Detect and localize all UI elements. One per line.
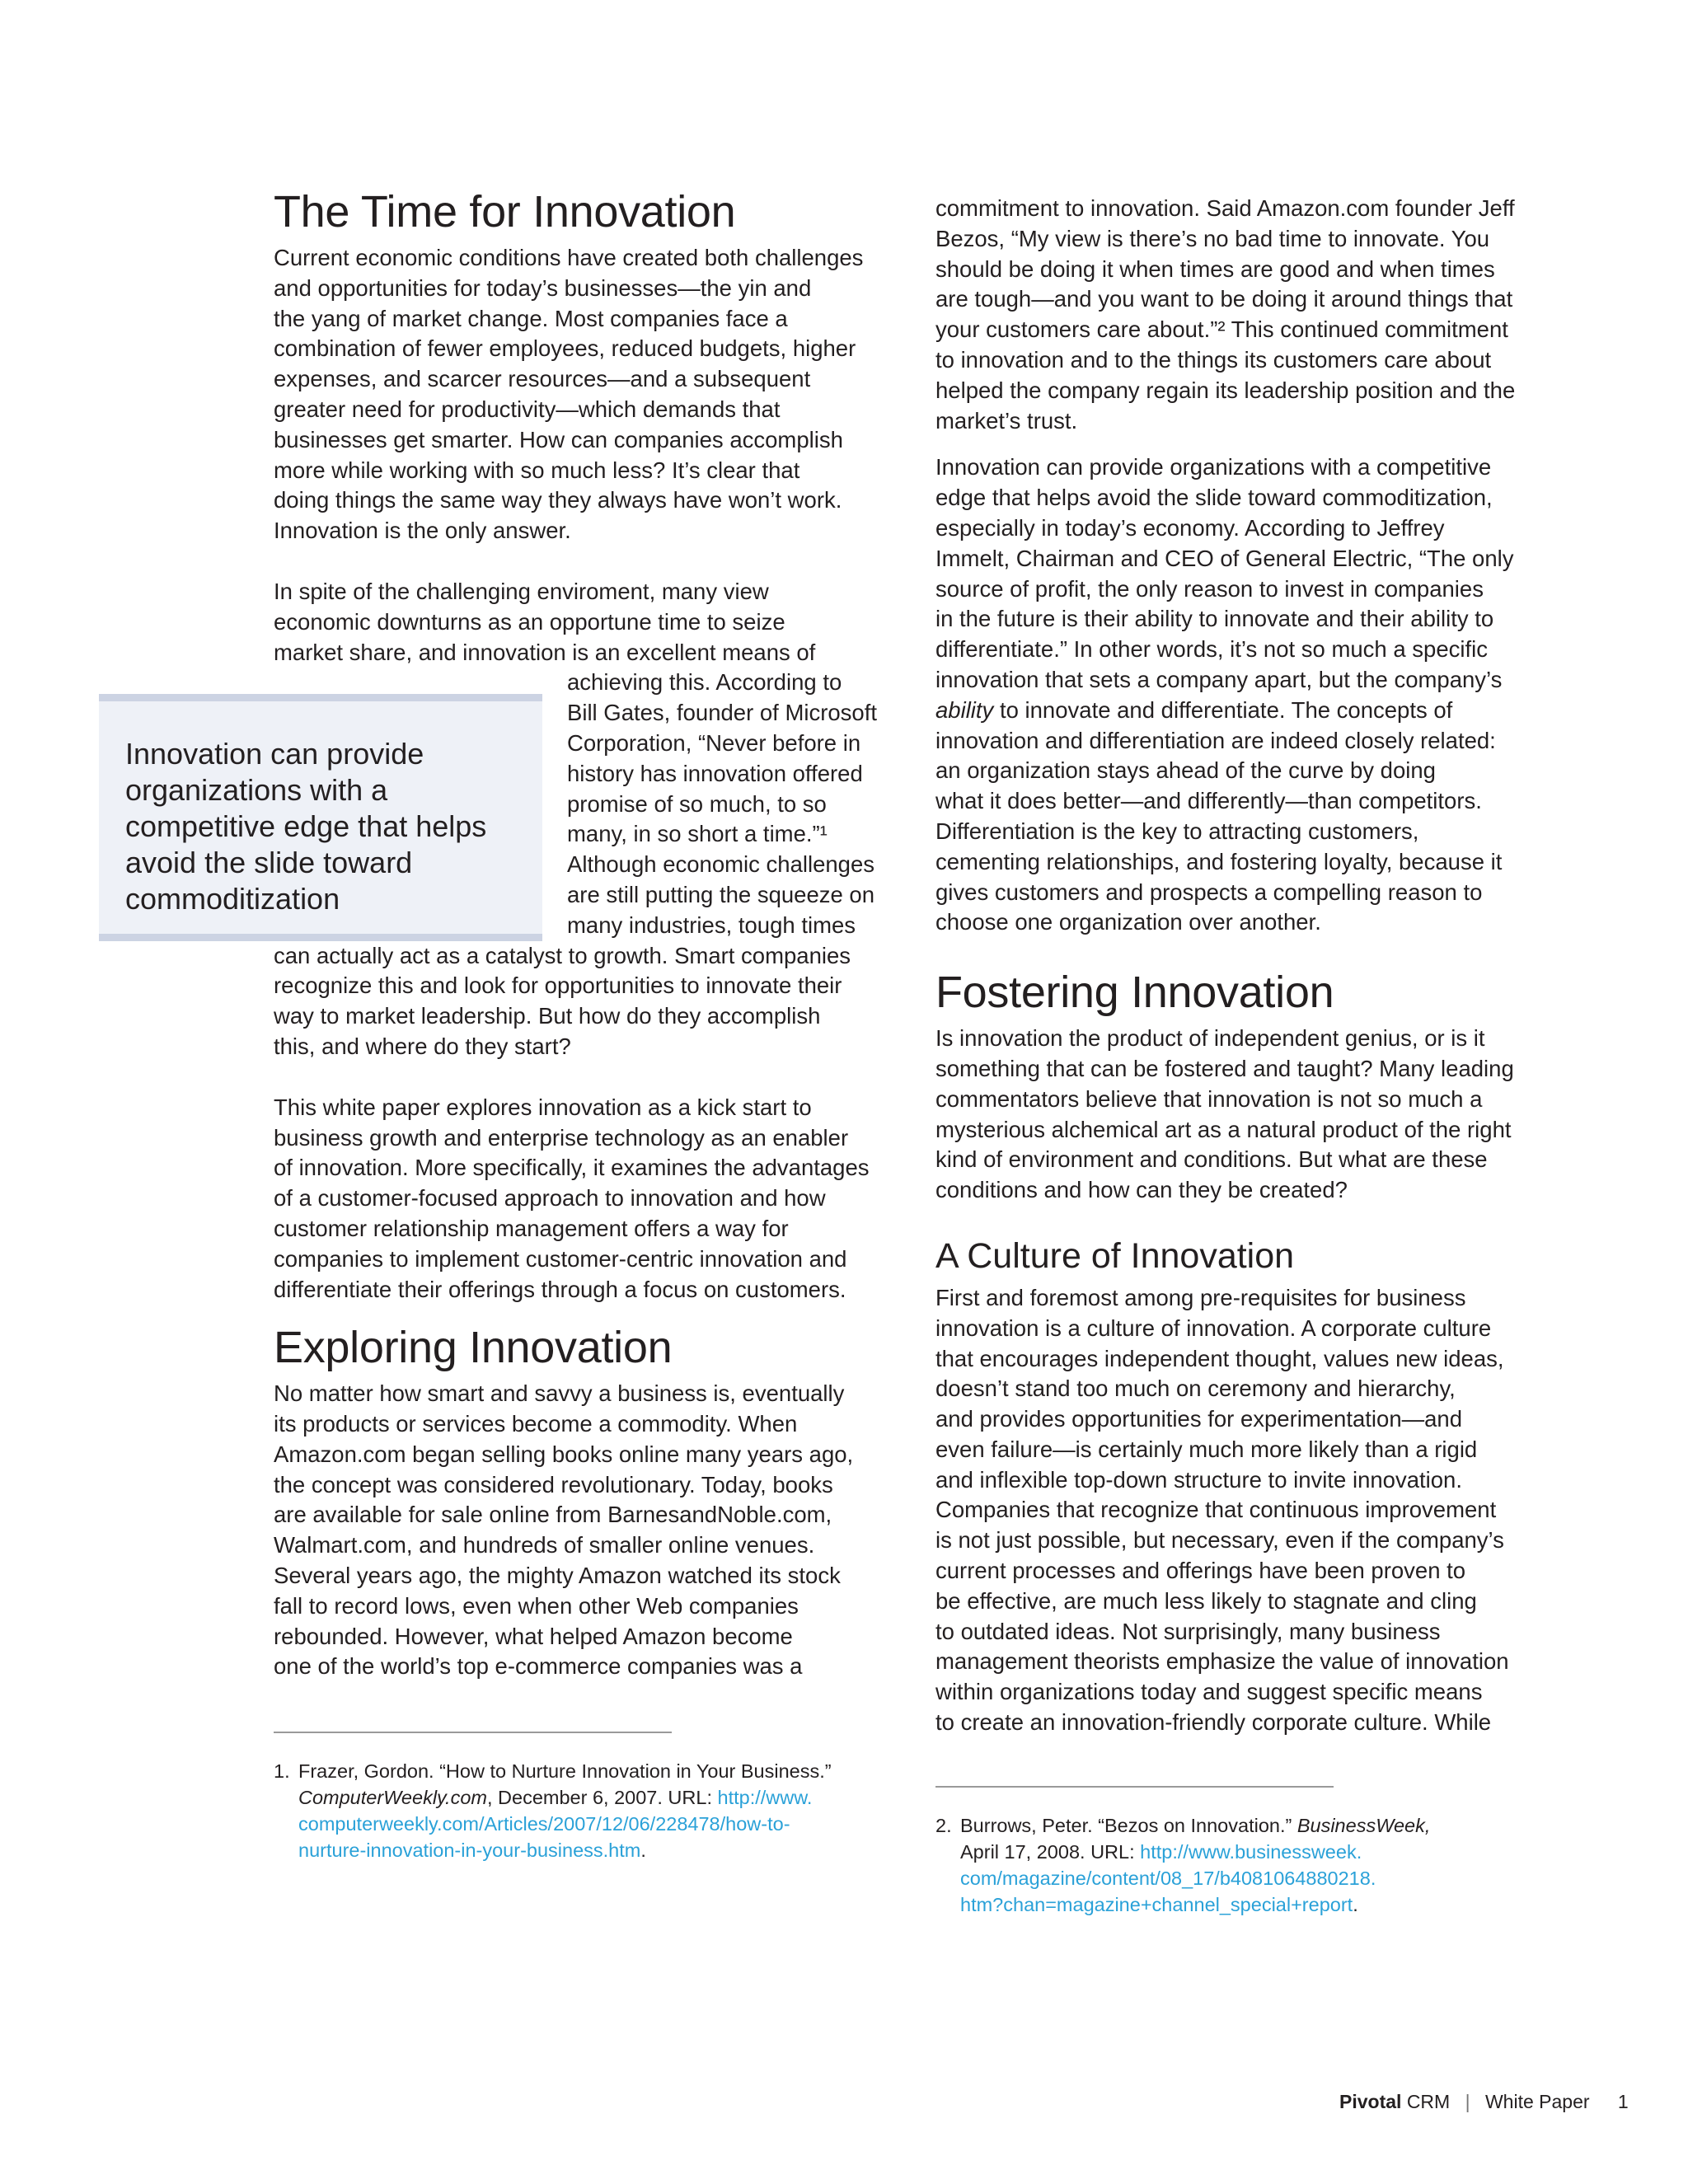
text-line: is not just possible, but necessary, even if the company’s <box>935 1527 1504 1554</box>
footnote-link[interactable]: http://www. <box>717 1787 813 1809</box>
text-line: edge that helps avoid the slide toward commoditization, <box>935 485 1493 511</box>
text-line: and inflexible top-down structure to invite innovation. <box>935 1466 1462 1493</box>
paragraph-white-paper-explores <box>274 1093 900 1305</box>
footnote-link[interactable]: http://www.businessweek. <box>1140 1840 1362 1863</box>
footnote-link[interactable]: computerweekly.com/Articles/2007/12/06/228478/how-to- <box>298 1813 790 1835</box>
footnote-number: 2. <box>935 1814 952 1836</box>
text-line: Corporation, “Never before in <box>567 729 861 756</box>
text-line: greater need for productivity—which demands that <box>274 396 781 422</box>
text-line: market’s trust. <box>935 407 1078 434</box>
text-line: that encourages independent thought, values new ideas, <box>935 1345 1504 1371</box>
text-line: management theorists emphasize the value of innovation <box>935 1648 1509 1675</box>
page-number: 1 <box>1617 2091 1629 2112</box>
footnote-period: . <box>1353 1893 1358 1915</box>
text-line: Although economic challenges <box>567 851 875 878</box>
heading-culture-of-innovation: A Culture of Innovation <box>935 1235 1295 1276</box>
text-line: Walmart.com, and hundreds of smaller online venues. <box>274 1532 815 1558</box>
text-line: to outdated ideas. Not surprisingly, many business <box>935 1618 1441 1644</box>
text-line: recognize this and look for opportunities to innovate their <box>274 972 842 999</box>
heading-exploring-innovation: Exploring Innovation <box>274 1323 673 1373</box>
footnote-text: Frazer, Gordon. “How to Nurture Innovation in Your Business.” <box>298 1760 832 1783</box>
text-line: choose one organization over another. <box>935 909 1321 935</box>
footnote-link[interactable]: htm?chan=magazine+channel_special+report <box>960 1893 1353 1915</box>
text-line: Several years ago, the mighty Amazon watched its stock <box>274 1563 841 1589</box>
text-line <box>935 696 1562 726</box>
text-line: should be doing it when times are good and when times <box>935 255 1495 282</box>
text-line: are still putting the squeeze on <box>567 881 875 907</box>
pull-quote-line: organizations with a <box>125 773 388 807</box>
paragraph-competitive-edge <box>935 452 1562 938</box>
text-line: innovation is a culture of innovation. A corporate culture <box>935 1315 1492 1341</box>
footnote-period: . <box>640 1840 646 1862</box>
wrapped-text-beside-pullquote <box>567 668 900 940</box>
text-line: what it does better—and differently—than competitors. <box>935 788 1482 814</box>
text-line: innovation and differentiation are indeed closely related: <box>935 727 1496 753</box>
text-line: many, in so short a time.”¹ <box>567 821 828 847</box>
text-line: even failure—is certainly much more likely than a rigid <box>935 1436 1478 1462</box>
text-line: This white paper explores innovation as a kick start to <box>274 1094 812 1120</box>
text-line: this, and where do they start? <box>274 1033 571 1059</box>
text-line: something that can be fostered and taught? Many leading <box>935 1055 1514 1081</box>
text-line: customer relationship management offers a way for <box>274 1215 789 1241</box>
text-line: helped the company regain its leadership position and the <box>935 377 1516 403</box>
text-line: Current economic conditions have created both challenges <box>274 245 864 270</box>
text-line: differentiate their offerings through a focus on customers. <box>274 1276 846 1302</box>
footnote-2 <box>935 1812 1562 1918</box>
text-line: expenses, and scarcer resources—and a subsequent <box>274 366 811 392</box>
footnote-source: BusinessWeek, <box>1296 1814 1431 1836</box>
text-line: In spite of the challenging enviroment, many view <box>274 578 769 604</box>
heading-fostering-innovation: Fostering Innovation <box>935 968 1334 1018</box>
text-line: commitment to innovation. Said Amazon.com founder Jeff <box>935 195 1515 221</box>
text-line: of innovation. More specifically, it examines the advantages <box>274 1155 870 1181</box>
text-line: Bezos, “My view is there’s no bad time to innovate. You <box>935 225 1490 251</box>
pull-quote-line: Innovation can provide <box>125 737 424 771</box>
pull-quote-line: commoditization <box>125 882 340 916</box>
footnote-text: April 17, 2008. URL: <box>960 1840 1141 1863</box>
text-line: promise of so much, to so <box>567 790 827 817</box>
text-line: within organizations today and suggest specific means <box>935 1679 1483 1705</box>
footnote-text: , December 6, 2007. URL: <box>486 1787 718 1809</box>
text-line: companies to implement customer-centric innovation and <box>274 1245 847 1272</box>
footer-product: CRM <box>1406 2091 1451 2112</box>
text-line: its products or services become a commodity. When <box>274 1411 798 1437</box>
text-line: mysterious alchemical art as a natural product of the right <box>935 1116 1512 1142</box>
text-line: innovation that sets a company apart, but the company’s <box>935 666 1503 692</box>
text-line: and provides opportunities for experimentation—and <box>935 1406 1462 1432</box>
text-line: to innovation and to the things its customers care about <box>935 346 1492 373</box>
text-line: to create an innovation-friendly corporate culture. While <box>935 1709 1492 1736</box>
text-line: economic downturns as an opportune time to seize <box>274 608 785 635</box>
text-line: gives customers and prospects a compelling reason to <box>935 879 1483 905</box>
text-line: market share, and innovation is an excellent means of <box>274 639 816 665</box>
footer-separator: | <box>1465 2091 1470 2112</box>
text-line: source of profit, the only reason to invest in companies <box>935 575 1484 602</box>
left-column <box>274 185 900 1863</box>
text-line: current processes and offerings have been proven to <box>935 1558 1466 1584</box>
text-line: one of the world’s top e-commerce companies was a <box>274 1653 803 1680</box>
text-line: Innovation can provide organizations with a competitive <box>935 454 1492 480</box>
text-line: are available for sale online from BarnesandNoble.com, <box>274 1502 832 1528</box>
text-line: of a customer-focused approach to innovation and how <box>274 1185 826 1212</box>
paragraph-corporate-culture <box>935 1283 1562 1738</box>
text-span: to innovate and differentiate. The concepts of <box>993 696 1453 723</box>
text-line: combination of fewer employees, reduced budgets, higher <box>274 335 856 362</box>
text-line: history has innovation offered <box>567 760 863 786</box>
text-line: Bill Gates, founder of Microsoft <box>567 700 877 726</box>
text-line: in the future is their ability to innovate and their ability to <box>935 606 1494 632</box>
footer-doc-type: White Paper <box>1484 2091 1590 2112</box>
text-line: business growth and enterprise technology as an enabler <box>274 1124 849 1151</box>
text-line: Companies that recognize that continuous improvement <box>935 1497 1497 1523</box>
pull-quote-line: competitive edge that helps <box>125 809 487 843</box>
text-line: Innovation is the only answer. <box>274 518 571 544</box>
text-line: can actually act as a catalyst to growth. Smart companies <box>274 942 851 968</box>
paragraph-independent-genius <box>935 1024 1562 1206</box>
pull-quote-text <box>99 701 542 917</box>
paragraph-economic-conditions <box>274 243 900 546</box>
footnote-text: Burrows, Peter. “Bezos on Innovation.” <box>960 1814 1297 1836</box>
text-line: Immelt, Chairman and CEO of General Electric, “The only <box>935 545 1514 571</box>
emphasis-ability: ability <box>935 696 994 723</box>
text-line: the yang of market change. Most companies face a <box>274 305 788 331</box>
text-line: No matter how smart and savvy a business is, eventually <box>274 1380 845 1407</box>
paragraph-bezos <box>935 194 1562 436</box>
pull-quote-line: avoid the slide toward <box>125 846 413 879</box>
text-line: cementing relationships, and fostering loyalty, because it <box>935 848 1503 874</box>
text-line: and opportunities for today’s businesses—the yin and <box>274 274 812 301</box>
text-line: doesn’t stand too much on ceremony and hierarchy, <box>935 1376 1456 1402</box>
text-line: conditions and how can they be created? <box>935 1177 1348 1203</box>
text-line: commentators believe that innovation is not so much a <box>935 1085 1483 1112</box>
text-line: businesses get smarter. How can companies accomplish <box>274 426 843 452</box>
text-line: the concept was considered revolutionary. Today, books <box>274 1471 833 1497</box>
text-line: fall to record lows, even when other Web companies <box>274 1592 799 1619</box>
footnote-source: ComputerWeekly.com <box>298 1787 487 1809</box>
footnote-number: 1. <box>274 1760 290 1783</box>
text-line: Differentiation is the key to attracting customers, <box>935 818 1419 844</box>
text-line: an organization stays ahead of the curve by doing <box>935 757 1436 784</box>
text-line: differentiate.” In other words, it’s not so much a specific <box>935 636 1489 663</box>
text-line: Is innovation the product of independent genius, or is it <box>935 1025 1485 1052</box>
text-line: kind of environment and conditions. But what are these <box>935 1146 1488 1173</box>
text-line: way to market leadership. But how do they accomplish <box>274 1003 821 1029</box>
footnote-1 <box>274 1758 900 1863</box>
text-line: rebounded. However, what helped Amazon become <box>274 1623 793 1649</box>
right-column <box>935 194 1562 1918</box>
text-line: are tough—and you want to be doing it around things that <box>935 286 1513 312</box>
text-line: especially in today’s economy. According to Jeffrey <box>935 514 1445 541</box>
text-line: achieving this. According to <box>567 669 842 696</box>
text-line: doing things the same way they always have won’t work. <box>274 487 842 513</box>
footnote-link[interactable]: nurture-innovation-in-your-business.htm <box>298 1840 641 1862</box>
text-line: more while working with so much less? It’s clear that <box>274 457 800 483</box>
heading-time-for-innovation: The Time for Innovation <box>274 187 736 237</box>
page-footer <box>1339 2089 1629 2114</box>
paragraph-commodity <box>274 1379 900 1682</box>
text-line: your customers care about.”² This continued commitment <box>935 316 1508 343</box>
footer-brand: Pivotal <box>1339 2091 1402 2112</box>
text-line: First and foremost among pre-requisites for business <box>935 1284 1466 1310</box>
pull-quote <box>99 694 542 941</box>
text-line: many industries, tough times <box>567 912 856 938</box>
text-line: Amazon.com began selling books online many years ago, <box>274 1441 854 1467</box>
text-line: be effective, are much less likely to stagnate and cling <box>935 1587 1477 1614</box>
footnote-link[interactable]: com/magazine/content/08_17/b4081064880218. <box>960 1867 1376 1889</box>
